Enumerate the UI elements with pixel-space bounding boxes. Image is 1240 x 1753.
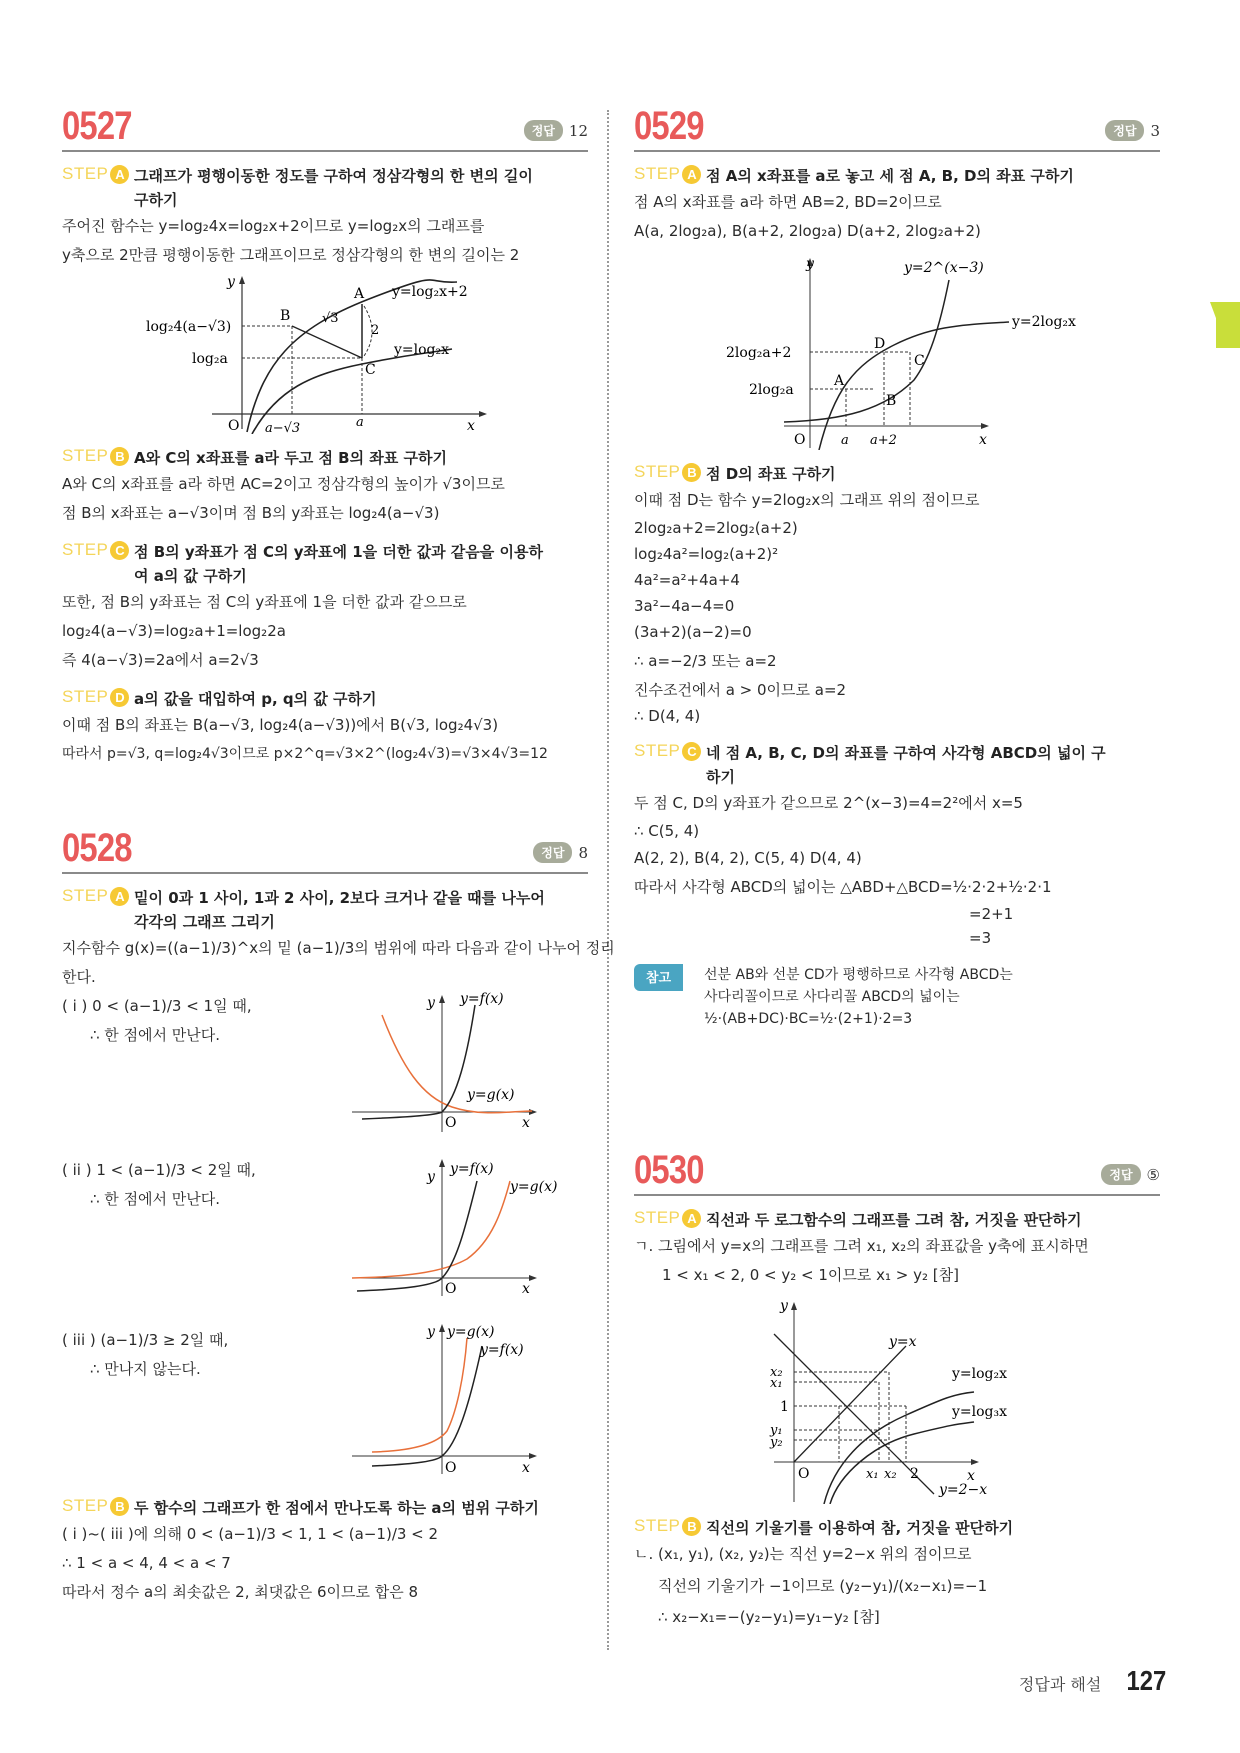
- text-line: 따라서 p=√3, q=log₂4√3이므로 p×2^q=√3×2^(log₂4√3)=√3×4√3=12: [62, 746, 548, 762]
- text-line: 점 A의 x좌표를 a라 하면 AB=2, BD=2이므로: [634, 193, 942, 211]
- step-a: [62, 164, 588, 212]
- step-tag: STEP C: [62, 540, 134, 560]
- step-b: [62, 446, 588, 470]
- step-a: [62, 886, 588, 934]
- svg-text:O: O: [445, 1115, 457, 1131]
- svg-text:y: y: [427, 1169, 435, 1185]
- answer-value: 8: [578, 843, 588, 862]
- text-line: 4a²=a²+4a+4: [634, 571, 740, 589]
- step-tag: STEP D: [62, 687, 134, 707]
- problem-header: [634, 1148, 1160, 1196]
- svg-text:O: O: [228, 418, 240, 434]
- text-line: ∴ 1 < a < 4, 4 < a < 7: [62, 1554, 231, 1572]
- svg-text:y₂: y₂: [770, 1435, 783, 1450]
- problem-number: 0529: [634, 104, 704, 148]
- step-a: [634, 164, 1160, 188]
- step-b: [62, 1496, 588, 1520]
- svg-text:a: a: [356, 415, 364, 430]
- problem-number: 0527: [62, 104, 132, 148]
- note-line: 사다리꼴이므로 사다리꼴 ABCD의 넓이는: [704, 989, 960, 1005]
- text-line: =2+1: [969, 905, 1014, 923]
- svg-text:a−√3: a−√3: [265, 421, 301, 434]
- svg-text:a+2: a+2: [870, 433, 897, 448]
- step-title: 점 B의 y좌표가 점 C의 y좌표에 1을 더한 값과 같음을 이용하여 a의 값 구하기: [134, 543, 543, 585]
- text-line: (3a+2)(a−2)=0: [634, 623, 752, 641]
- text-line: 두 점 C, D의 y좌표가 같으므로 2^(x−3)=4=2²에서 x=5: [634, 794, 1023, 812]
- step-b: [634, 462, 1160, 486]
- svg-text:A: A: [834, 373, 845, 389]
- answer-badge: 정답: [1101, 1164, 1140, 1185]
- answer: [1105, 120, 1160, 141]
- step-a: [634, 1208, 1160, 1232]
- svg-text:√3: √3: [322, 311, 339, 326]
- step-title: 밑이 0과 1 사이, 1과 2 사이, 2보다 크거나 같을 때를 나누어 각각의 그래프 그리기: [134, 889, 545, 931]
- svg-text:y=g(x): y=g(x): [447, 1324, 495, 1340]
- step-title: a의 값을 대입하여 p, q의 값 구하기: [134, 690, 377, 708]
- step-tag: STEP B: [62, 446, 134, 466]
- text-line: 지수함수 g(x)=((a−1)/3)^x의 밑 (a−1)/3의 범위에 따라 다음과 같이 나누어 정리: [62, 939, 615, 957]
- svg-text:x: x: [467, 418, 475, 434]
- step-title: 네 점 A, B, C, D의 좌표를 구하여 사각형 ABCD의 넓이 구하기: [706, 744, 1106, 786]
- step-tag: STEP C: [634, 741, 706, 761]
- svg-text:O: O: [445, 1281, 457, 1297]
- answer: [533, 842, 588, 863]
- step-letter-icon: A: [110, 887, 129, 906]
- step-tag: STEP B: [62, 1496, 134, 1516]
- log-graph-figure: [62, 274, 588, 434]
- text-line: =3: [969, 929, 992, 947]
- step-title: 점 D의 좌표 구하기: [706, 465, 836, 483]
- svg-text:y: y: [227, 274, 235, 290]
- svg-text:log₂a: log₂a: [192, 351, 228, 367]
- step-tag: STEP A: [62, 886, 134, 906]
- step-letter-icon: B: [682, 1517, 701, 1536]
- svg-text:y=f(x): y=f(x): [480, 1342, 524, 1358]
- note-box: [634, 964, 1160, 1030]
- svg-text:y₁: y₁: [770, 1423, 783, 1438]
- svg-text:y=f(x): y=f(x): [450, 1161, 494, 1177]
- text-line: 1 < x₁ < 2, 0 < y₂ < 1이므로 x₁ > y₂ [참]: [662, 1266, 959, 1284]
- step-title: 두 함수의 그래프가 한 점에서 만나도록 하는 a의 범위 구하기: [134, 1499, 539, 1517]
- step-letter-icon: A: [682, 1209, 701, 1228]
- text-line: log₂4a²=log₂(a+2)²: [634, 545, 779, 563]
- svg-text:O: O: [794, 432, 806, 448]
- text-line: 주어진 함수는 y=log₂4x=log₂x+2이므로 y=log₂x의 그래프를: [62, 217, 485, 235]
- column-divider: [607, 110, 609, 1650]
- step-tag: STEP B: [634, 1516, 706, 1536]
- answer: [524, 120, 588, 141]
- svg-text:y=log₂x: y=log₂x: [394, 342, 450, 358]
- svg-text:y: y: [427, 995, 435, 1011]
- svg-text:y: y: [806, 256, 814, 272]
- text-line: ∴ x₂−x₁=−(y₂−y₁)=y₁−y₂ [참]: [658, 1608, 880, 1626]
- svg-text:x₁: x₁: [866, 1467, 879, 1482]
- footer-label: 정답과 해설: [1018, 1675, 1102, 1694]
- case-result: ∴ 한 점에서 만난다.: [90, 1026, 221, 1044]
- case-condition: ( ii ) 1 < (a−1)/3 < 2일 때,: [62, 1161, 256, 1179]
- text-line: 따라서 사각형 ABCD의 넓이는 △ABD+△BCD=½·2·2+½·2·1: [634, 878, 1052, 896]
- text-line: A와 C의 x좌표를 a라 하면 AC=2이고 정삼각형의 높이가 √3이므로: [62, 475, 505, 493]
- case-3-graph: [342, 1316, 592, 1476]
- case-result: ∴ 만나지 않는다.: [90, 1360, 201, 1378]
- text-line: 따라서 정수 a의 최솟값은 2, 최댓값은 6이므로 합은 8: [62, 1583, 419, 1601]
- problem-header: [62, 826, 588, 874]
- step-letter-icon: D: [110, 688, 129, 707]
- step-tag: STEP A: [634, 1208, 706, 1228]
- text-line: 한다.: [62, 968, 96, 986]
- text-line: 직선의 기울기가 −1이므로 (y₂−y₁)/(x₂−x₁)=−1: [658, 1577, 988, 1595]
- case-2-graph: [342, 1151, 592, 1301]
- problem-0529: [634, 104, 1160, 1030]
- step-letter-icon: B: [682, 463, 701, 482]
- svg-text:x: x: [522, 1115, 530, 1131]
- text-line: y축으로 2만큼 평행이동한 그래프이므로 정삼각형의 한 변의 길이는 2: [62, 246, 520, 264]
- text-line: A(2, 2), B(4, 2), C(5, 4) D(4, 4): [634, 849, 862, 867]
- case-1-graph: [342, 987, 592, 1137]
- text-line: ㄱ. 그림에서 y=x의 그래프를 그려 x₁, x₂의 좌표값을 y축에 표시하면: [634, 1237, 1089, 1255]
- answer-badge: 정답: [524, 120, 563, 141]
- svg-text:x: x: [967, 1468, 975, 1484]
- svg-text:A: A: [354, 286, 365, 302]
- svg-text:2: 2: [371, 323, 380, 338]
- svg-text:C: C: [365, 362, 376, 378]
- answer: [1101, 1164, 1160, 1185]
- svg-text:a: a: [841, 433, 849, 448]
- step-tag: STEP B: [634, 462, 706, 482]
- text-line: A(a, 2log₂a), B(a+2, 2log₂a) D(a+2, 2log₂a+2): [634, 222, 981, 240]
- text-line: log₂4(a−√3)=log₂a+1=log₂2a: [62, 622, 286, 640]
- case-2: [62, 1156, 588, 1326]
- step-c: [62, 540, 588, 588]
- graph-0529: [634, 250, 1160, 450]
- svg-text:x: x: [522, 1281, 530, 1297]
- answer-badge: 정답: [1105, 120, 1144, 141]
- page-footer: [1019, 1665, 1170, 1697]
- text-line: 점 B의 x좌표는 a−√3이며 점 B의 y좌표는 log₂4(a−√3): [62, 504, 440, 522]
- problem-0530: [634, 1148, 1160, 1632]
- svg-text:x₂: x₂: [884, 1467, 897, 1482]
- case-3: [62, 1326, 588, 1496]
- svg-text:y=2log₂x: y=2log₂x: [1012, 314, 1076, 330]
- text-line: 2log₂a+2=2log₂(a+2): [634, 519, 798, 537]
- step-title: 직선과 두 로그함수의 그래프를 그려 참, 거짓을 판단하기: [706, 1211, 1082, 1229]
- step-letter-icon: C: [682, 742, 701, 761]
- exp-log-graph-figure: [634, 250, 1160, 450]
- text-line: ∴ C(5, 4): [634, 822, 700, 840]
- step-letter-icon: C: [110, 541, 129, 560]
- svg-text:y=2^(x−3): y=2^(x−3): [904, 260, 984, 276]
- svg-text:x: x: [522, 1460, 530, 1476]
- svg-text:y=f(x): y=f(x): [460, 991, 504, 1007]
- svg-text:y=g(x): y=g(x): [510, 1179, 558, 1195]
- step-letter-icon: B: [110, 1497, 129, 1516]
- text-line: ( i )~( iii )에 의해 0 < (a−1)/3 < 1, 1 < (a−1)/3 < 2: [62, 1525, 439, 1543]
- step-letter-icon: A: [682, 165, 701, 184]
- problem-number: 0530: [634, 1148, 704, 1192]
- answer-value: 3: [1150, 121, 1160, 140]
- step-d: [62, 687, 588, 711]
- step-title: 직선의 기울기를 이용하여 참, 거짓을 판단하기: [706, 1519, 1014, 1537]
- svg-text:B: B: [280, 308, 291, 324]
- step-tag: STEP A: [62, 164, 134, 184]
- line-log-graph-figure: [634, 1294, 1160, 1504]
- svg-text:y=x: y=x: [889, 1334, 917, 1350]
- svg-text:y: y: [780, 1298, 788, 1314]
- svg-text:y=log₂x: y=log₂x: [952, 1366, 1008, 1382]
- text-line: ㄴ. (x₁, y₁), (x₂, y₂)는 직선 y=2−x 위의 점이므로: [634, 1545, 972, 1563]
- text-line: 또한, 점 B의 y좌표는 점 C의 y좌표에 1을 더한 값과 같으므로: [62, 593, 467, 611]
- text-line: 3a²−4a−4=0: [634, 597, 735, 615]
- svg-text:O: O: [445, 1460, 457, 1476]
- note-line: 선분 AB와 선분 CD가 평행하므로 사각형 ABCD는: [704, 967, 1013, 983]
- text-line: 이때 점 D는 함수 y=2log₂x의 그래프 위의 점이므로: [634, 491, 980, 509]
- problem-0527: [62, 104, 588, 769]
- svg-text:log₂4(a−√3): log₂4(a−√3): [146, 319, 232, 335]
- case-condition: ( i ) 0 < (a−1)/3 < 1일 때,: [62, 997, 252, 1015]
- text-line: ∴ a=−2/3 또는 a=2: [634, 652, 777, 670]
- svg-text:y=log₂x+2: y=log₂x+2: [392, 284, 468, 300]
- problem-0528: [62, 826, 615, 1607]
- case-result: ∴ 한 점에서 만난다.: [90, 1190, 221, 1208]
- note-badge: 참고: [634, 964, 683, 991]
- graph-0527: [62, 274, 588, 434]
- svg-text:x: x: [979, 432, 987, 448]
- svg-text:y=g(x): y=g(x): [467, 1087, 515, 1103]
- step-title: A와 C의 x좌표를 a라 두고 점 B의 좌표 구하기: [134, 449, 447, 467]
- svg-text:B: B: [886, 393, 897, 409]
- page-number: 127: [1126, 1665, 1167, 1696]
- svg-text:x₂: x₂: [770, 1365, 783, 1380]
- text-line: 이때 점 B의 좌표는 B(a−√3, log₂4(a−√3))에서 B(√3, log₂4√3): [62, 716, 499, 734]
- svg-text:2log₂a: 2log₂a: [749, 382, 794, 398]
- case-condition: ( iii ) (a−1)/3 ≥ 2일 때,: [62, 1331, 229, 1349]
- text-line: 진수조건에서 a > 0이므로 a=2: [634, 681, 847, 699]
- case-1: [62, 992, 588, 1142]
- svg-text:y=2−x: y=2−x: [939, 1482, 988, 1498]
- problem-number: 0528: [62, 826, 132, 870]
- chapter-side-tab: [1210, 302, 1240, 348]
- note-line: ½·(AB+DC)·BC=½·(2+1)·2=3: [704, 1011, 913, 1027]
- step-tag: STEP A: [634, 164, 706, 184]
- step-title: 점 A의 x좌표를 a로 놓고 세 점 A, B, D의 좌표 구하기: [706, 167, 1074, 185]
- svg-text:x₁: x₁: [770, 1376, 783, 1391]
- step-letter-icon: B: [110, 447, 129, 466]
- answer-value: 12: [568, 121, 588, 140]
- text-line: ∴ D(4, 4): [634, 707, 701, 725]
- svg-text:D: D: [874, 336, 886, 352]
- svg-text:y=log₃x: y=log₃x: [952, 1404, 1008, 1420]
- step-title: 그래프가 평행이동한 정도를 구하여 정삼각형의 한 변의 길이 구하기: [134, 167, 533, 209]
- svg-text:1: 1: [780, 1399, 789, 1415]
- answer-value: ⑤: [1146, 1165, 1160, 1184]
- step-letter-icon: A: [110, 165, 129, 184]
- graph-0530: [634, 1294, 1160, 1504]
- svg-text:y: y: [427, 1324, 435, 1340]
- svg-text:C: C: [914, 353, 925, 369]
- step-b: [634, 1516, 1160, 1540]
- problem-header: [634, 104, 1160, 152]
- svg-text:2: 2: [910, 1466, 919, 1482]
- svg-text:2log₂a+2: 2log₂a+2: [726, 345, 792, 361]
- svg-text:O: O: [798, 1466, 810, 1482]
- problem-header: [62, 104, 588, 152]
- step-c: [634, 741, 1160, 789]
- text-line: 즉 4(a−√3)=2a에서 a=2√3: [62, 651, 259, 669]
- answer-badge: 정답: [533, 842, 572, 863]
